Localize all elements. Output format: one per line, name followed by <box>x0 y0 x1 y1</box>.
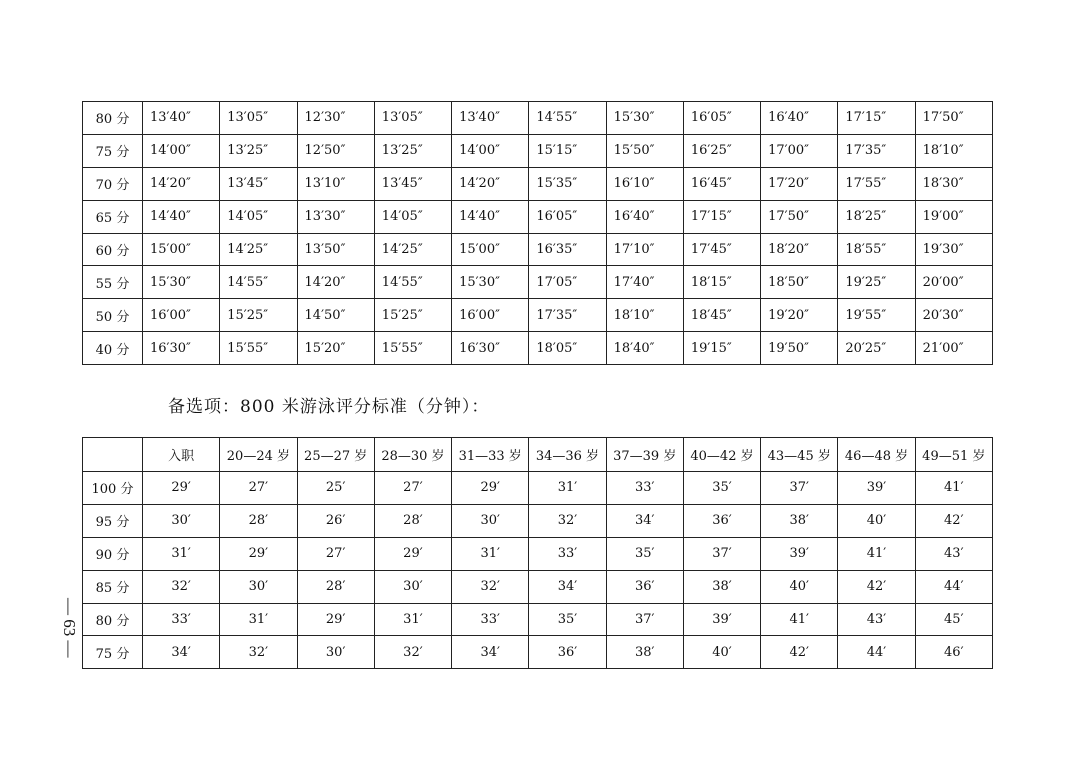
column-header: 49—51 岁 <box>915 438 992 472</box>
time-cell: 21′00″ <box>915 332 992 365</box>
table-row <box>83 504 993 537</box>
time-cell: 12′50″ <box>297 134 374 167</box>
time-cell: 14′25″ <box>220 233 297 266</box>
column-header: 37—39 岁 <box>606 438 683 472</box>
score-cell: 40 分 <box>83 332 143 365</box>
time-cell: 28′ <box>374 504 451 537</box>
time-cell: 20′00″ <box>915 266 992 299</box>
time-cell: 42′ <box>761 636 838 669</box>
time-cell: 45′ <box>915 603 992 636</box>
time-cell: 18′10″ <box>915 134 992 167</box>
time-cell: 15′50″ <box>606 134 683 167</box>
time-cell: 15′55″ <box>374 332 451 365</box>
time-cell: 44′ <box>838 636 915 669</box>
time-cell: 32′ <box>374 636 451 669</box>
time-cell: 27′ <box>297 537 374 570</box>
time-cell: 18′25″ <box>838 200 915 233</box>
time-cell: 31′ <box>452 537 529 570</box>
time-cell: 15′35″ <box>529 167 606 200</box>
page-number: — 63 — <box>60 598 79 658</box>
time-cell: 19′15″ <box>683 332 760 365</box>
time-cell: 38′ <box>606 636 683 669</box>
time-cell: 19′30″ <box>915 233 992 266</box>
score-cell: 90 分 <box>83 537 143 570</box>
time-cell: 40′ <box>838 504 915 537</box>
score-cell: 95 分 <box>83 504 143 537</box>
time-cell: 16′25″ <box>683 134 760 167</box>
time-cell: 18′15″ <box>683 266 760 299</box>
time-cell: 14′55″ <box>374 266 451 299</box>
time-cell: 30′ <box>297 636 374 669</box>
column-header: 25—27 岁 <box>297 438 374 472</box>
score-cell: 70 分 <box>83 167 143 200</box>
time-cell: 13′40″ <box>452 102 529 135</box>
time-cell: 13′25″ <box>220 134 297 167</box>
time-cell: 19′20″ <box>761 299 838 332</box>
section-title: 备选项：800 米游泳评分标准（分钟）： <box>168 397 490 417</box>
time-cell: 19′00″ <box>915 200 992 233</box>
column-header <box>83 438 143 472</box>
swim-score-table-body <box>83 438 993 669</box>
time-cell: 35′ <box>683 472 760 505</box>
time-cell: 18′20″ <box>761 233 838 266</box>
time-cell: 43′ <box>838 603 915 636</box>
time-cell: 14′40″ <box>143 200 220 233</box>
time-cell: 17′50″ <box>915 102 992 135</box>
time-cell: 14′00″ <box>452 134 529 167</box>
score-cell: 50 分 <box>83 299 143 332</box>
column-header: 31—33 岁 <box>452 438 529 472</box>
table-row <box>83 332 993 365</box>
time-cell: 16′35″ <box>529 233 606 266</box>
time-cell: 13′30″ <box>297 200 374 233</box>
time-cell: 17′15″ <box>683 200 760 233</box>
time-cell: 15′25″ <box>220 299 297 332</box>
time-cell: 14′00″ <box>143 134 220 167</box>
time-cell: 16′00″ <box>143 299 220 332</box>
time-cell: 17′20″ <box>761 167 838 200</box>
table-row <box>83 134 993 167</box>
time-cell: 13′45″ <box>220 167 297 200</box>
time-cell: 33′ <box>143 603 220 636</box>
time-cell: 13′40″ <box>143 102 220 135</box>
time-cell: 30′ <box>143 504 220 537</box>
time-cell: 15′20″ <box>297 332 374 365</box>
time-cell: 36′ <box>683 504 760 537</box>
table-row <box>83 299 993 332</box>
time-cell: 14′55″ <box>529 102 606 135</box>
time-cell: 17′50″ <box>761 200 838 233</box>
time-cell: 43′ <box>915 537 992 570</box>
time-cell: 46′ <box>915 636 992 669</box>
time-cell: 14′20″ <box>143 167 220 200</box>
time-cell: 35′ <box>529 603 606 636</box>
time-cell: 16′00″ <box>452 299 529 332</box>
time-cell: 20′25″ <box>838 332 915 365</box>
time-cell: 15′15″ <box>529 134 606 167</box>
time-cell: 17′05″ <box>529 266 606 299</box>
score-cell: 55 分 <box>83 266 143 299</box>
time-cell: 34′ <box>606 504 683 537</box>
time-cell: 27′ <box>220 472 297 505</box>
time-cell: 30′ <box>374 570 451 603</box>
time-cell: 36′ <box>606 570 683 603</box>
time-cell: 18′10″ <box>606 299 683 332</box>
time-cell: 42′ <box>915 504 992 537</box>
time-cell: 15′30″ <box>606 102 683 135</box>
time-cell: 15′30″ <box>143 266 220 299</box>
time-cell: 35′ <box>606 537 683 570</box>
time-cell: 18′05″ <box>529 332 606 365</box>
time-cell: 16′30″ <box>452 332 529 365</box>
time-cell: 33′ <box>452 603 529 636</box>
time-cell: 34′ <box>452 636 529 669</box>
time-cell: 17′55″ <box>838 167 915 200</box>
time-cell: 37′ <box>683 537 760 570</box>
time-cell: 14′05″ <box>374 200 451 233</box>
time-cell: 26′ <box>297 504 374 537</box>
column-header: 34—36 岁 <box>529 438 606 472</box>
column-header: 43—45 岁 <box>761 438 838 472</box>
time-cell: 30′ <box>452 504 529 537</box>
table-row <box>83 570 993 603</box>
time-cell: 13′45″ <box>374 167 451 200</box>
time-cell: 29′ <box>143 472 220 505</box>
time-cell: 32′ <box>529 504 606 537</box>
time-cell: 29′ <box>452 472 529 505</box>
time-cell: 15′30″ <box>452 266 529 299</box>
column-header: 46—48 岁 <box>838 438 915 472</box>
score-cell: 100 分 <box>83 472 143 505</box>
time-cell: 30′ <box>220 570 297 603</box>
time-cell: 18′55″ <box>838 233 915 266</box>
time-cell: 17′10″ <box>606 233 683 266</box>
time-cell: 17′35″ <box>529 299 606 332</box>
time-cell: 36′ <box>529 636 606 669</box>
time-cell: 31′ <box>374 603 451 636</box>
time-cell: 16′05″ <box>529 200 606 233</box>
time-cell: 44′ <box>915 570 992 603</box>
time-cell: 15′00″ <box>452 233 529 266</box>
time-cell: 17′35″ <box>838 134 915 167</box>
time-cell: 31′ <box>220 603 297 636</box>
time-cell: 18′40″ <box>606 332 683 365</box>
score-cell: 75 分 <box>83 636 143 669</box>
table-row <box>83 102 993 135</box>
score-cell: 60 分 <box>83 233 143 266</box>
time-cell: 29′ <box>374 537 451 570</box>
time-cell: 19′50″ <box>761 332 838 365</box>
time-cell: 17′15″ <box>838 102 915 135</box>
table-row <box>83 200 993 233</box>
time-cell: 14′40″ <box>452 200 529 233</box>
column-header: 28—30 岁 <box>374 438 451 472</box>
time-cell: 16′40″ <box>761 102 838 135</box>
column-header: 入职 <box>143 438 220 472</box>
time-cell: 13′25″ <box>374 134 451 167</box>
header-row <box>83 438 993 472</box>
time-cell: 31′ <box>529 472 606 505</box>
time-cell: 40′ <box>761 570 838 603</box>
time-cell: 28′ <box>220 504 297 537</box>
table-row <box>83 233 993 266</box>
time-cell: 31′ <box>143 537 220 570</box>
time-cell: 34′ <box>143 636 220 669</box>
time-cell: 37′ <box>761 472 838 505</box>
time-cell: 39′ <box>838 472 915 505</box>
table-row <box>83 472 993 505</box>
running-score-table-body <box>83 102 993 365</box>
time-cell: 16′40″ <box>606 200 683 233</box>
time-cell: 14′20″ <box>297 266 374 299</box>
table-row <box>83 636 993 669</box>
time-cell: 13′50″ <box>297 233 374 266</box>
time-cell: 13′10″ <box>297 167 374 200</box>
time-cell: 13′05″ <box>374 102 451 135</box>
time-cell: 20′30″ <box>915 299 992 332</box>
score-cell: 80 分 <box>83 603 143 636</box>
swim-score-table <box>82 437 993 669</box>
time-cell: 32′ <box>452 570 529 603</box>
time-cell: 38′ <box>761 504 838 537</box>
time-cell: 29′ <box>220 537 297 570</box>
time-cell: 29′ <box>297 603 374 636</box>
time-cell: 18′50″ <box>761 266 838 299</box>
time-cell: 19′25″ <box>838 266 915 299</box>
time-cell: 16′05″ <box>683 102 760 135</box>
table-row <box>83 167 993 200</box>
time-cell: 41′ <box>915 472 992 505</box>
time-cell: 17′00″ <box>761 134 838 167</box>
time-cell: 38′ <box>683 570 760 603</box>
time-cell: 42′ <box>838 570 915 603</box>
time-cell: 40′ <box>683 636 760 669</box>
time-cell: 18′30″ <box>915 167 992 200</box>
time-cell: 16′30″ <box>143 332 220 365</box>
time-cell: 37′ <box>606 603 683 636</box>
time-cell: 32′ <box>220 636 297 669</box>
time-cell: 27′ <box>374 472 451 505</box>
time-cell: 15′25″ <box>374 299 451 332</box>
time-cell: 17′45″ <box>683 233 760 266</box>
time-cell: 33′ <box>529 537 606 570</box>
time-cell: 19′55″ <box>838 299 915 332</box>
running-score-table <box>82 101 993 365</box>
column-header: 20—24 岁 <box>220 438 297 472</box>
time-cell: 16′10″ <box>606 167 683 200</box>
time-cell: 39′ <box>761 537 838 570</box>
score-cell: 65 分 <box>83 200 143 233</box>
table-row <box>83 603 993 636</box>
time-cell: 39′ <box>683 603 760 636</box>
time-cell: 28′ <box>297 570 374 603</box>
time-cell: 34′ <box>529 570 606 603</box>
time-cell: 41′ <box>761 603 838 636</box>
time-cell: 16′45″ <box>683 167 760 200</box>
score-cell: 75 分 <box>83 134 143 167</box>
time-cell: 15′55″ <box>220 332 297 365</box>
time-cell: 14′50″ <box>297 299 374 332</box>
time-cell: 18′45″ <box>683 299 760 332</box>
time-cell: 14′05″ <box>220 200 297 233</box>
score-cell: 85 分 <box>83 570 143 603</box>
time-cell: 32′ <box>143 570 220 603</box>
time-cell: 25′ <box>297 472 374 505</box>
time-cell: 14′55″ <box>220 266 297 299</box>
time-cell: 33′ <box>606 472 683 505</box>
table-row <box>83 537 993 570</box>
time-cell: 12′30″ <box>297 102 374 135</box>
time-cell: 14′25″ <box>374 233 451 266</box>
column-header: 40—42 岁 <box>683 438 760 472</box>
time-cell: 17′40″ <box>606 266 683 299</box>
table-row <box>83 266 993 299</box>
time-cell: 15′00″ <box>143 233 220 266</box>
time-cell: 13′05″ <box>220 102 297 135</box>
time-cell: 41′ <box>838 537 915 570</box>
time-cell: 14′20″ <box>452 167 529 200</box>
score-cell: 80 分 <box>83 102 143 135</box>
